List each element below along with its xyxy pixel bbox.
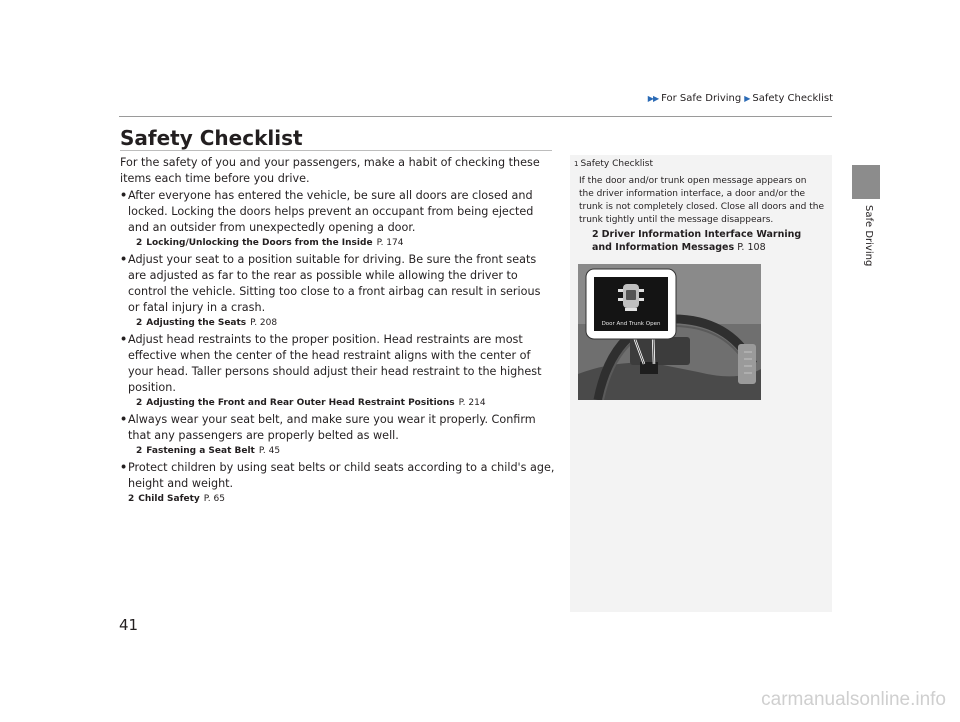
bullet-icon: • xyxy=(120,413,128,426)
reference-title: Locking/Unlocking the Doors from the Inside xyxy=(146,238,373,248)
note-number-icon: 1 xyxy=(574,160,579,168)
reference-page: P. 45 xyxy=(258,446,281,456)
section-tab-label: Safe Driving xyxy=(863,205,874,267)
cross-reference-link[interactable] xyxy=(128,493,555,506)
main-content xyxy=(120,155,555,508)
header-divider xyxy=(119,116,832,117)
page-number: 41 xyxy=(119,616,139,634)
reference-title: Adjusting the Seats xyxy=(146,318,247,328)
cross-reference-link[interactable] xyxy=(136,317,555,330)
reference-page: P. 108 xyxy=(737,242,766,253)
reference-title: Driver Information Interface Warning and Information Messages xyxy=(592,229,802,253)
cross-reference-link[interactable] xyxy=(136,445,555,458)
arrow-icon: ▶ xyxy=(744,94,750,103)
reference-page: P. 214 xyxy=(458,398,486,408)
checklist-text: Adjust head restraints to the proper position. Head restraints are most effective when the center of the head restraint aligns with the center of your head. Taller persons should adjust their head restraint to the highest position. xyxy=(128,333,542,394)
title-divider xyxy=(120,150,552,151)
watermark: carmanualsonline.info xyxy=(761,689,946,710)
checklist-text: Always wear your seat belt, and make sure you wear it properly. Confirm that any passengers are properly belted as well. xyxy=(128,413,536,442)
checklist-text: Adjust your seat to a position suitable for driving. Be sure the front seats are adjusted as far to the rear as possible while allowing the driver to control the vehicle. Sitting too close to a front airbag can result in serious or fatal injury in a crash. xyxy=(128,253,541,314)
bullet-icon: • xyxy=(120,189,128,202)
reference-page: P. 65 xyxy=(203,494,225,504)
reference-icon: 2 xyxy=(136,446,143,456)
dashboard-illustration xyxy=(578,264,761,400)
reference-icon: 2 xyxy=(136,398,143,408)
bullet-icon: • xyxy=(120,333,128,346)
breadcrumb xyxy=(648,93,833,104)
bullet-icon: • xyxy=(120,253,128,266)
checklist-item xyxy=(120,252,555,316)
checklist-text: After everyone has entered the vehicle, be sure all doors are closed and locked. Locking the doors helps prevent an occupant from being ejected and an outsider from unexpectedly opening a door. xyxy=(128,189,534,234)
cross-reference-link[interactable] xyxy=(136,397,555,410)
reference-page: P. 174 xyxy=(376,238,404,248)
sidebar-cross-reference-link[interactable] xyxy=(592,228,822,254)
bullet-icon: • xyxy=(120,461,128,474)
reference-title: Child Safety xyxy=(138,494,200,504)
cross-reference-link[interactable] xyxy=(136,237,555,250)
reference-icon: 2 xyxy=(136,318,143,328)
sidebar-heading-text: Safety Checklist xyxy=(580,159,654,169)
checklist-text: Protect children by using seat belts or child seats according to a child's age, height and weight. xyxy=(128,461,555,490)
intro-paragraph: For the safety of you and your passengers, make a habit of checking these items each time before you drive. xyxy=(120,156,540,185)
checklist-item xyxy=(120,188,555,236)
reference-title: Fastening a Seat Belt xyxy=(146,446,255,456)
sidebar-heading xyxy=(574,159,653,169)
reference-icon: 2 xyxy=(592,229,599,240)
checklist-item xyxy=(120,412,555,444)
breadcrumb-item-1[interactable]: For Safe Driving xyxy=(661,93,742,104)
reference-icon: 2 xyxy=(128,494,135,504)
breadcrumb-item-2[interactable]: Safety Checklist xyxy=(752,93,833,104)
sidebar-note-text: If the door and/or trunk open message appears on the driver information interface, a door and/or the trunk is not completely closed. Close all doors and the trunk tightly until the message disappears. xyxy=(579,176,824,225)
double-arrow-icon: ▶▶ xyxy=(647,94,659,103)
reference-icon: 2 xyxy=(136,238,143,248)
checklist-item xyxy=(120,332,555,396)
reference-title: Adjusting the Front and Rear Outer Head Restraint Positions xyxy=(146,398,455,408)
figure-caption: Door And Trunk Open xyxy=(601,321,661,327)
section-tab[interactable] xyxy=(852,165,880,199)
checklist-item xyxy=(120,460,555,492)
reference-page: P. 208 xyxy=(250,318,278,328)
page-title: Safety Checklist xyxy=(120,126,303,150)
